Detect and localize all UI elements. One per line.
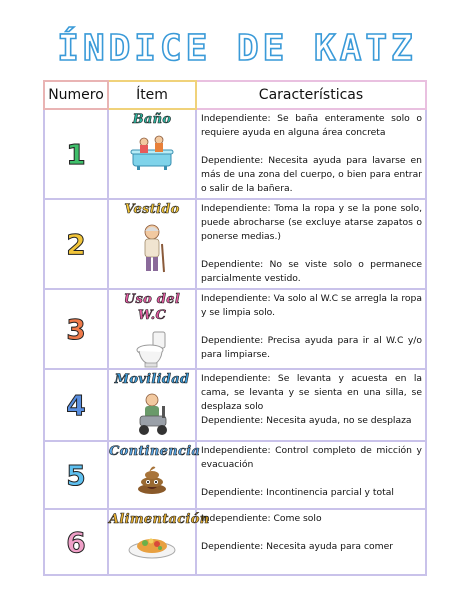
table-row: [44, 369, 426, 441]
dependent-text: Dependiente: No se viste solo o permanece parcialmente vestido.: [201, 259, 422, 284]
row-item: [108, 369, 196, 441]
item-label: Continencia: [109, 444, 201, 459]
dependent-text: Dependiente: Necesita ayuda, no se desplaza: [201, 415, 412, 426]
item-label: Alimentación: [109, 512, 210, 527]
item-label: Baño: [132, 112, 172, 127]
independent-text: Independiente: Control completo de micción y evacuación: [201, 445, 422, 470]
row-number: 6: [44, 509, 108, 575]
independent-text: Independiente: Come solo: [201, 513, 322, 524]
table-row: [44, 509, 426, 575]
page-title: [0, 22, 474, 76]
title-text: ÍNDICE DE KATZ: [57, 28, 417, 69]
toilet-icon: [135, 328, 169, 368]
row-number: 3: [44, 289, 108, 369]
poop-emoji-icon: [136, 464, 168, 494]
independent-text: Independiente: Se levanta y acuesta en la cama, se levanta y se sienta en una silla, se desplaza solo: [201, 373, 422, 412]
table-row: [44, 109, 426, 199]
table-row: [44, 289, 426, 369]
row-number: 4: [44, 369, 108, 441]
row-characteristics: [196, 109, 426, 199]
row-number: 1: [44, 109, 108, 199]
item-label: Uso del W.C: [123, 292, 181, 323]
header-numero: Numero: [44, 81, 108, 109]
independent-text: Independiente: Va solo al W.C se arregla la ropa y se limpia solo.: [201, 293, 422, 318]
row-number: 5: [44, 441, 108, 509]
row-characteristics: [196, 199, 426, 289]
dependent-text: Dependiente: Precisa ayuda para ir al W.C y/o para limpiarse.: [201, 335, 422, 360]
row-characteristics: [196, 441, 426, 509]
row-number: 2: [44, 199, 108, 289]
dependent-text: Dependiente: Necesita ayuda para comer: [201, 541, 393, 552]
header-caracteristicas: Características: [196, 81, 426, 109]
table-header-row: [44, 81, 426, 109]
table-row: [44, 199, 426, 289]
item-label: Movilidad: [114, 372, 190, 387]
independent-text: Independiente: Toma la ropa y se la pone solo, puede abrocharse (se excluye atarse zapatos o ponerse medias.): [201, 203, 422, 242]
elderly-person-icon: [134, 222, 170, 274]
independent-text: Independiente: Se baña enteramente solo o requiere ayuda en alguna área concreta: [201, 113, 422, 138]
header-item: Ítem: [108, 81, 196, 109]
row-item: [108, 289, 196, 369]
dependent-text: Dependiente: Necesita ayuda para lavarse en más de una zona del cuerpo, o bien para entrar o salir de la bañera.: [201, 155, 422, 194]
row-item: [108, 109, 196, 199]
row-characteristics: [196, 369, 426, 441]
katz-index-table: [43, 80, 427, 576]
row-item: [108, 509, 210, 575]
dependent-text: Dependiente: Incontinencia parcial y total: [201, 487, 394, 498]
item-label: Vestido: [124, 202, 180, 217]
food-plate-icon: [127, 532, 177, 560]
row-characteristics: [196, 289, 426, 369]
table-row: [44, 441, 426, 509]
bathtub-icon: [129, 132, 175, 172]
row-item: [108, 441, 201, 509]
row-item: [108, 199, 196, 289]
row-characteristics: [196, 509, 426, 575]
mobility-scooter-icon: [132, 392, 172, 436]
